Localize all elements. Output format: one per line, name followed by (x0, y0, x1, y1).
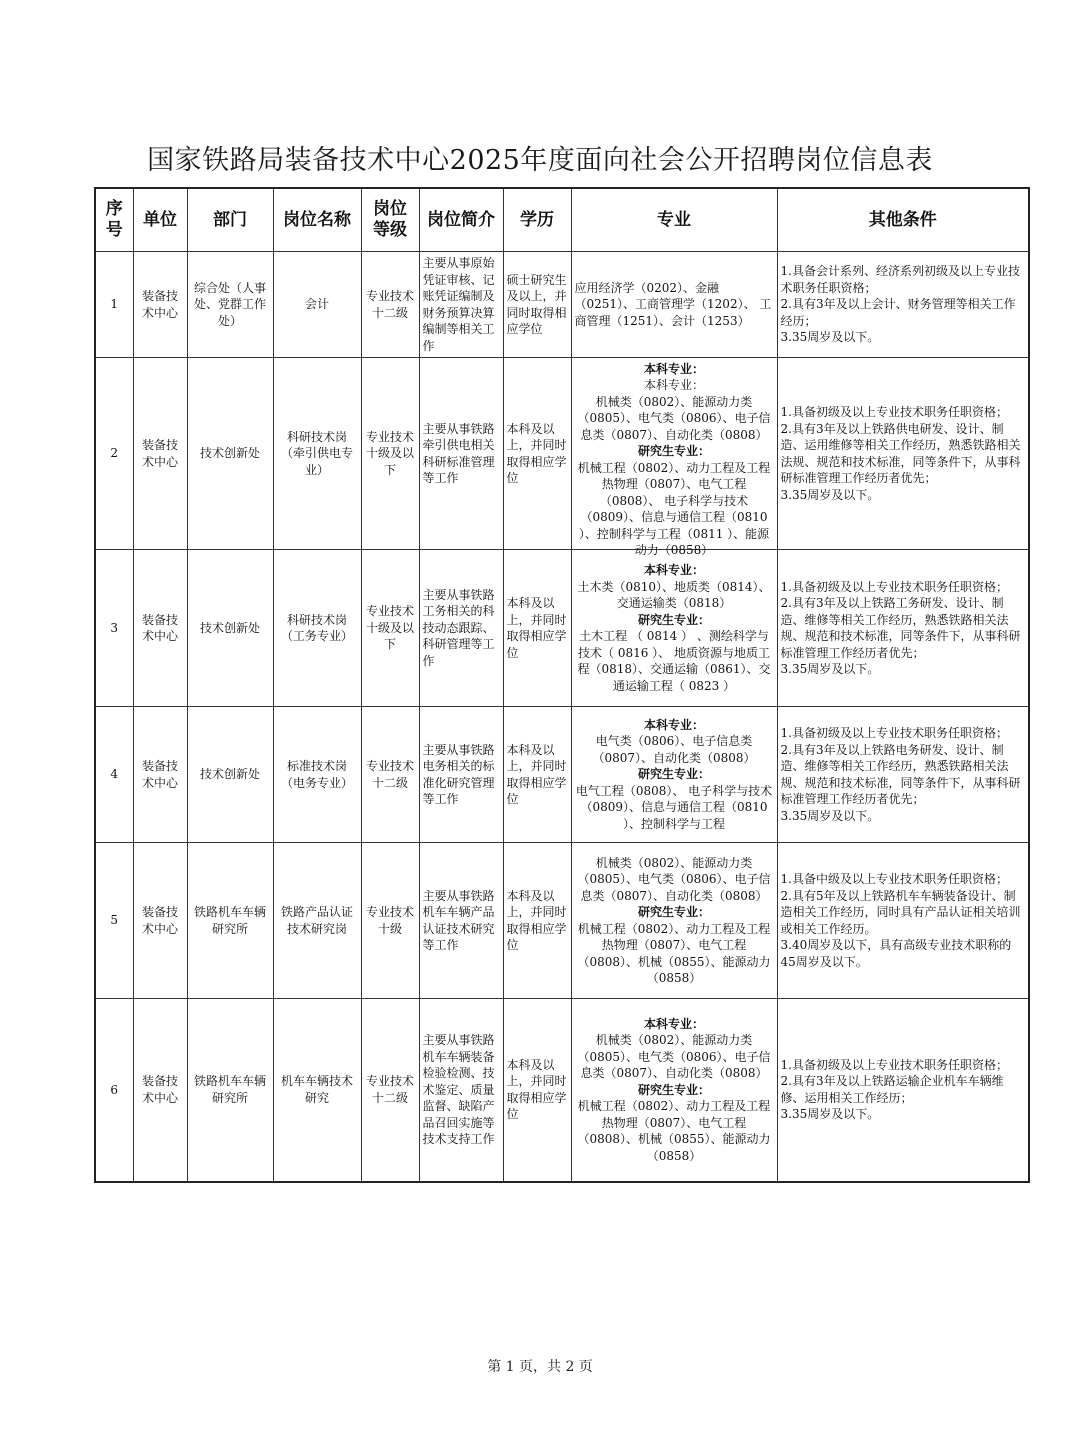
condition-item: 1.具备中级及以上专业技术职务任职资格； (780, 872, 1008, 886)
job-info-table (94, 187, 1030, 1183)
cell-major (571, 707, 777, 843)
table-row (95, 358, 1029, 550)
condition-item: 2.具有3年及以上铁路供电研发、设计、制造、运用维修等相关工作经历，熟悉铁路相关法规、规范和技术标准，同等条件下，从事科研标准管理工作经历者优先； (780, 421, 1021, 485)
cell-unit: 装备技术中心 (133, 252, 187, 358)
condition-item: 1.具备会计系列、经济系列初级及以上专业技术职务任职资格； (780, 264, 1020, 295)
cell-dept: 技术创新处 (187, 550, 273, 707)
major-line: 机械类（0802）、能源动力类（0805）、电气类（0806）、电子信息类（0807）、自动化类（0808） (577, 1033, 771, 1080)
major-line: 应用经济学（0202）、金融（0251）、工商管理学（1202）、 工商管理（1251）、会计（1253） (574, 280, 772, 328)
page-title: 国家铁路局装备技术中心2025年度面向社会公开招聘岗位信息表 (147, 145, 933, 176)
major-line: 机械类（0802）、能源动力类（0805）、电气类（0806）、电子信息类（0807）、自动化类（0808） (577, 855, 771, 903)
major-heading: 研究生专业： (637, 444, 710, 458)
cell-level: 专业技术十二级 (361, 252, 419, 358)
major-heading: 本科专业： (643, 563, 704, 577)
condition-item: 3.35周岁及以下。 (780, 330, 880, 345)
cell-conditions (777, 707, 1029, 843)
cell-unit: 装备技术中心 (133, 843, 187, 999)
cell-major (571, 843, 777, 999)
page-footer: 第 1 页，共 2 页 (487, 1359, 593, 1375)
header-level: 岗位等级 (361, 188, 419, 252)
major-heading: 研究生专业： (637, 905, 710, 919)
cell-position: 铁路产品认证技术研究岗 (273, 843, 361, 999)
cell-major (571, 999, 777, 1182)
major-heading: 研究生专业： (637, 1082, 710, 1097)
header-education: 学历 (503, 188, 571, 252)
cell-level: 专业技术十级及以下 (361, 550, 419, 707)
cell-no: 4 (95, 707, 133, 843)
cell-dept: 综合处（人事处、党群工作处） (187, 252, 273, 358)
cell-education: 本科及以上，并同时取得相应学位 (503, 999, 571, 1182)
major-line: 机械类（0802）、能源动力类（0805）、电气类（0806）、电子信息类（0807）、自动化类（0808） (577, 394, 771, 442)
table-row (95, 252, 1029, 358)
condition-item: 3.35周岁及以下。 (780, 487, 880, 502)
cell-no: 6 (95, 999, 133, 1182)
major-line: 电气类（0806）、电子信息类（0807）、自动化类（0808） (592, 734, 756, 765)
header-dept: 部门 (187, 188, 273, 252)
table-row (95, 843, 1029, 999)
cell-level: 专业技术十二级 (361, 999, 419, 1182)
cell-no: 5 (95, 843, 133, 999)
condition-item: 2.具有3年及以上会计、财务管理等相关工作经历； (780, 297, 1016, 328)
cell-conditions (777, 999, 1029, 1182)
cell-dept: 技术创新处 (187, 358, 273, 550)
cell-intro: 主要从事铁路工务相关的科技动态跟踪、科研管理等工作 (419, 550, 503, 707)
table-row (95, 707, 1029, 843)
cell-conditions (777, 550, 1029, 707)
cell-position: 会计 (273, 252, 361, 358)
cell-major (571, 358, 777, 557)
header-intro: 岗位简介 (419, 188, 503, 252)
cell-intro: 主要从事铁路机车车辆装备检验检测、技术鉴定、质量监督、缺陷产品召回实施等技术支持工作 (419, 999, 503, 1182)
cell-intro: 主要从事原始凭证审核、记账凭证编制及财务预算决算编制等相关工作 (419, 252, 503, 358)
header-position: 岗位名称 (273, 188, 361, 252)
cell-level: 专业技术十二级 (361, 707, 419, 843)
cell-education: 本科及以上，并同时取得相应学位 (503, 707, 571, 843)
major-heading: 本科专业： (643, 717, 704, 732)
condition-item: 1.具备初级及以上专业技术职务任职资格； (780, 1057, 1008, 1072)
major-heading: 本科专业： (643, 1016, 704, 1031)
cell-education: 本科及以上，并同时取得相应学位 (503, 843, 571, 999)
cell-dept: 铁路机车车辆研究所 (187, 999, 273, 1182)
cell-education: 硕士研究生及以上，并同时取得相应学位 (503, 252, 571, 358)
cell-position: 标准技术岗（电务专业） (273, 707, 361, 843)
header-no: 序号 (95, 188, 133, 252)
major-line: 机械工程（0802）、动力工程及工程热物理（0807）、电气工程（0808）、机械（0855）、能源动力（0858） (577, 1099, 771, 1163)
cell-major (571, 252, 777, 358)
cell-position: 机车车辆技术研究 (273, 999, 361, 1182)
table-header-row (95, 188, 1029, 252)
major-line: 土木类（0810）、地质类（0814）、交通运输类（0818） (577, 579, 771, 610)
condition-item: 3.35周岁及以下。 (780, 662, 880, 676)
major-heading: 本科专业： (643, 361, 704, 376)
cell-intro: 主要从事铁路机车车辆产品认证技术研究等工作 (419, 843, 503, 999)
cell-unit: 装备技术中心 (133, 358, 187, 550)
header-conditions: 其他条件 (777, 188, 1029, 252)
cell-conditions (777, 358, 1029, 550)
table-row (95, 550, 1029, 707)
condition-item: 2.具有3年及以上铁路电务研发、设计、制造、维修等相关工作经历，熟悉铁路相关法规、规范和技术标准，同等条件下，从事科研标准管理工作经历者优先； (780, 742, 1021, 806)
condition-item: 1.具备初级及以上专业技术职务任职资格； (780, 726, 1008, 740)
cell-dept: 铁路机车车辆研究所 (187, 843, 273, 999)
cell-conditions (777, 843, 1029, 999)
condition-item: 1.具备初级及以上专业技术职务任职资格； (780, 579, 1008, 594)
cell-intro: 主要从事铁路电务相关的标准化研究管理等工作 (419, 707, 503, 843)
cell-unit: 装备技术中心 (133, 550, 187, 707)
cell-level: 专业技术十级 (361, 843, 419, 999)
condition-item: 2.具有5年及以上铁路机车车辆装备设计、制造相关工作经历，同时具有产品认证相关培训或相关工作经历。 (780, 888, 1021, 936)
cell-unit: 装备技术中心 (133, 999, 187, 1182)
major-line: 本科专业： (643, 378, 704, 392)
cell-no: 3 (95, 550, 133, 707)
cell-level: 专业技术十级及以下 (361, 358, 419, 550)
condition-item: 3.35周岁及以下。 (780, 1107, 880, 1122)
condition-item: 1.具备初级及以上专业技术职务任职资格； (780, 405, 1008, 419)
cell-position: 科研技术岗（工务专业） (273, 550, 361, 707)
cell-dept: 技术创新处 (187, 707, 273, 843)
major-line: 土木工程 （ 0814 ） 、测绘科学与技术（ 0816 ）、 地质资源与地质工程（0818）、交通运输（0861）、交通运输工程（ 0823 ） (577, 629, 771, 693)
cell-conditions (777, 252, 1029, 358)
condition-item: 3.40周岁及以下，具有高级专业技术职称的45周岁及以下。 (780, 938, 1012, 969)
condition-item: 2.具有3年及以上铁路工务研发、设计、制造、维修等相关工作经历，熟悉铁路相关法规、规范和技术标准，同等条件下，从事科研标准管理工作经历者优先； (780, 596, 1021, 660)
cell-no: 1 (95, 252, 133, 358)
major-heading: 研究生专业： (637, 612, 710, 627)
cell-unit: 装备技术中心 (133, 707, 187, 843)
major-heading: 研究生专业： (637, 767, 710, 782)
cell-no: 2 (95, 358, 133, 550)
cell-position: 科研技术岗（牵引供电专业） (273, 358, 361, 550)
cell-education: 本科及以上，并同时取得相应学位 (503, 358, 571, 550)
cell-education: 本科及以上，并同时取得相应学位 (503, 550, 571, 707)
header-unit: 单位 (133, 188, 187, 252)
table-row (95, 999, 1029, 1182)
condition-item: 2.具有3年及以上铁路运输企业机车车辆维修、运用相关工作经历； (780, 1074, 1004, 1105)
major-line: 电气工程（0808）、 电子科学与技术（0809）、信息与通信工程（0810 ）、控制科学与工程 (575, 783, 773, 831)
major-line: 机械工程（0802）、动力工程及工程热物理（0807）、电气工程（0808）、 电子科学与技术（0809）、信息与通信工程（0810 ）、控制科学与工程（0811 ）、能源动力（0858） (577, 460, 771, 557)
cell-major (571, 550, 777, 707)
condition-item: 3.35周岁及以下。 (780, 808, 880, 823)
header-major: 专业 (571, 188, 777, 252)
major-line: 机械工程（0802）、动力工程及工程热物理（0807）、电气工程（0808）、机械（0855）、能源动力（0858） (577, 921, 771, 985)
cell-intro: 主要从事铁路牵引供电相关科研标准管理等工作 (419, 358, 503, 550)
